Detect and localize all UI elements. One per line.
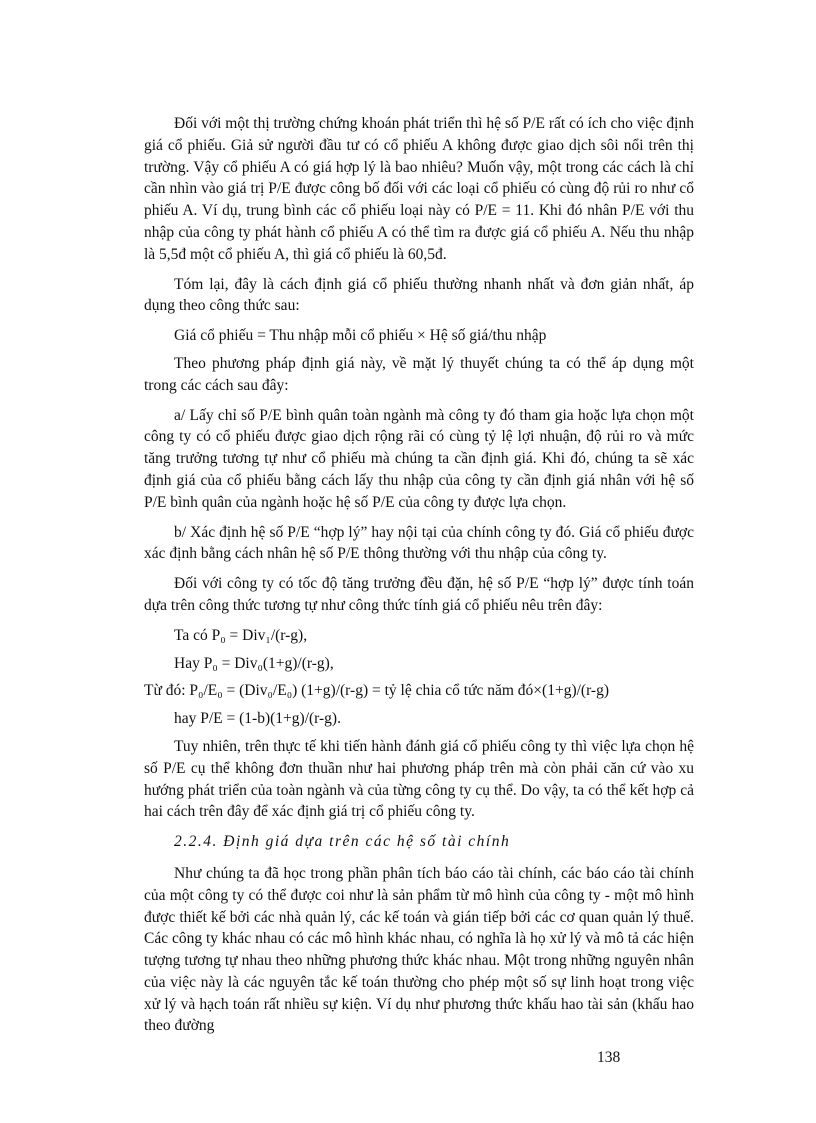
- formula-p0-div0: Hay P₀ = Div₀(1+g)/(r-g),: [174, 654, 334, 672]
- paragraph-pe-intro: Đối với một thị trường chứng khoán phát triển thì hệ số P/E rất có ích cho việc định giá cổ phiếu. Giả sử người đầu tư có cổ phiếu A không được giao dịch sôi nổi trên thị trường. Vậy cổ phiếu A có giá hợp lý là bao nhiêu? Muốn vậy, một trong các cách là chỉ cần nhìn vào giá trị P/E được công bố đối với các loại cổ phiếu có cùng độ rủi ro như cổ phiếu A. Ví dụ, trung bình các cổ phiếu loại này có P/E = 11. Khi đó nhân P/E với thu nhập của công ty phát hành cổ phiếu A có thể tìm ra được giá cổ phiếu A. Nếu thu nhập là 5,5đ một cổ phiếu A, thì giá cổ phiếu là 60,5đ.: [144, 115, 694, 263]
- section-heading: 2.2.4. Định giá dựa trên các hệ số tài chính: [174, 833, 511, 851]
- paragraph-growth: Đối với công ty có tốc độ tăng trưởng đều đặn, hệ số P/E “hợp lý” được tính toán dựa trên công thức tương tự như công thức tính giá cổ phiếu nêu trên đây:: [144, 575, 694, 614]
- formula-price: Giá cổ phiếu = Thu nhập mỗi cổ phiếu × Hệ số giá/thu nhập: [174, 327, 547, 345]
- page-number: 138: [597, 1049, 621, 1066]
- formula-p0-div1: Ta có P₀ = Div₁/(r-g),: [174, 626, 308, 644]
- paragraph-methods: Theo phương pháp định giá này, về mặt lý thuyết chúng ta có thể áp dụng một trong các cách sau đây:: [144, 354, 694, 394]
- paragraph-method-b: b/ Xác định hệ số P/E “hợp lý” hay nội tại của chính công ty đó. Giá cổ phiếu được xác định bằng cách nhân hệ số P/E thông thường với thu nhập của công ty.: [144, 523, 694, 563]
- formula-pe: hay P/E = (1-b)(1+g)/(r-g).: [174, 710, 341, 728]
- paragraph-financial-ratios: Như chúng ta đã học trong phần phân tích báo cáo tài chính, các báo cáo tài chính của một công ty có thể được coi như là sản phẩm từ mô hình của công ty - một mô hình được thiết kế bởi các nhà quản lý, các kế toán và gián tiếp bởi các cơ quan quản lý thuế. Các công ty khác nhau có các mô hình khác nhau, có nghĩa là họ xử lý và mô tả các hiện tượng tương tự nhau theo những phương thức khác nhau. Một trong những nguyên nhân của việc này là các nguyên tắc kế toán thường cho phép một số sự linh hoạt trong việc xử lý và hạch toán rất nhiều sự kiện. Ví dụ như phương thức khấu hao tài sản (khấu hao theo đường: [144, 864, 694, 1035]
- formula-p0-e0: Từ đó: P₀/E₀ = (Div₀/E₀) (1+g)/(r-g) = tỷ lệ chia cổ tức năm đó×(1+g)/(r-g): [144, 682, 610, 700]
- body-text: [144, 113, 694, 1045]
- paragraph-method-a: a/ Lấy chỉ số P/E bình quân toàn ngành mà công ty đó tham gia hoặc lựa chọn một công ty có cổ phiếu được giao dịch rộng rãi có cùng tỷ lệ lợi nhuận, độ rủi ro và mức tăng trưởng tương tự như cổ phiếu mà chúng ta cần định giá. Khi đó, chúng ta sẽ xác định giá của cổ phiếu bằng cách lấy thu nhập của công ty cần định giá nhân với hệ số P/E bình quân của ngành hoặc hệ số P/E của công ty được lựa chọn.: [144, 406, 694, 511]
- paragraph-practice: Tuy nhiên, trên thực tế khi tiến hành đánh giá cổ phiếu công ty thì việc lựa chọn hệ số P/E cụ thể không đơn thuần như hai phương pháp trên mà còn phải căn cứ vào xu hướng phát triển của toàn ngành và của từng công ty cụ thể. Do vậy, ta có thể kết hợp cả hai cách trên đây để xác định giá trị cổ phiếu công ty.: [144, 737, 694, 821]
- paragraph-summary: Tóm lại, đây là cách định giá cổ phiếu thường nhanh nhất và đơn giản nhất, áp dụng theo công thức sau:: [144, 275, 694, 315]
